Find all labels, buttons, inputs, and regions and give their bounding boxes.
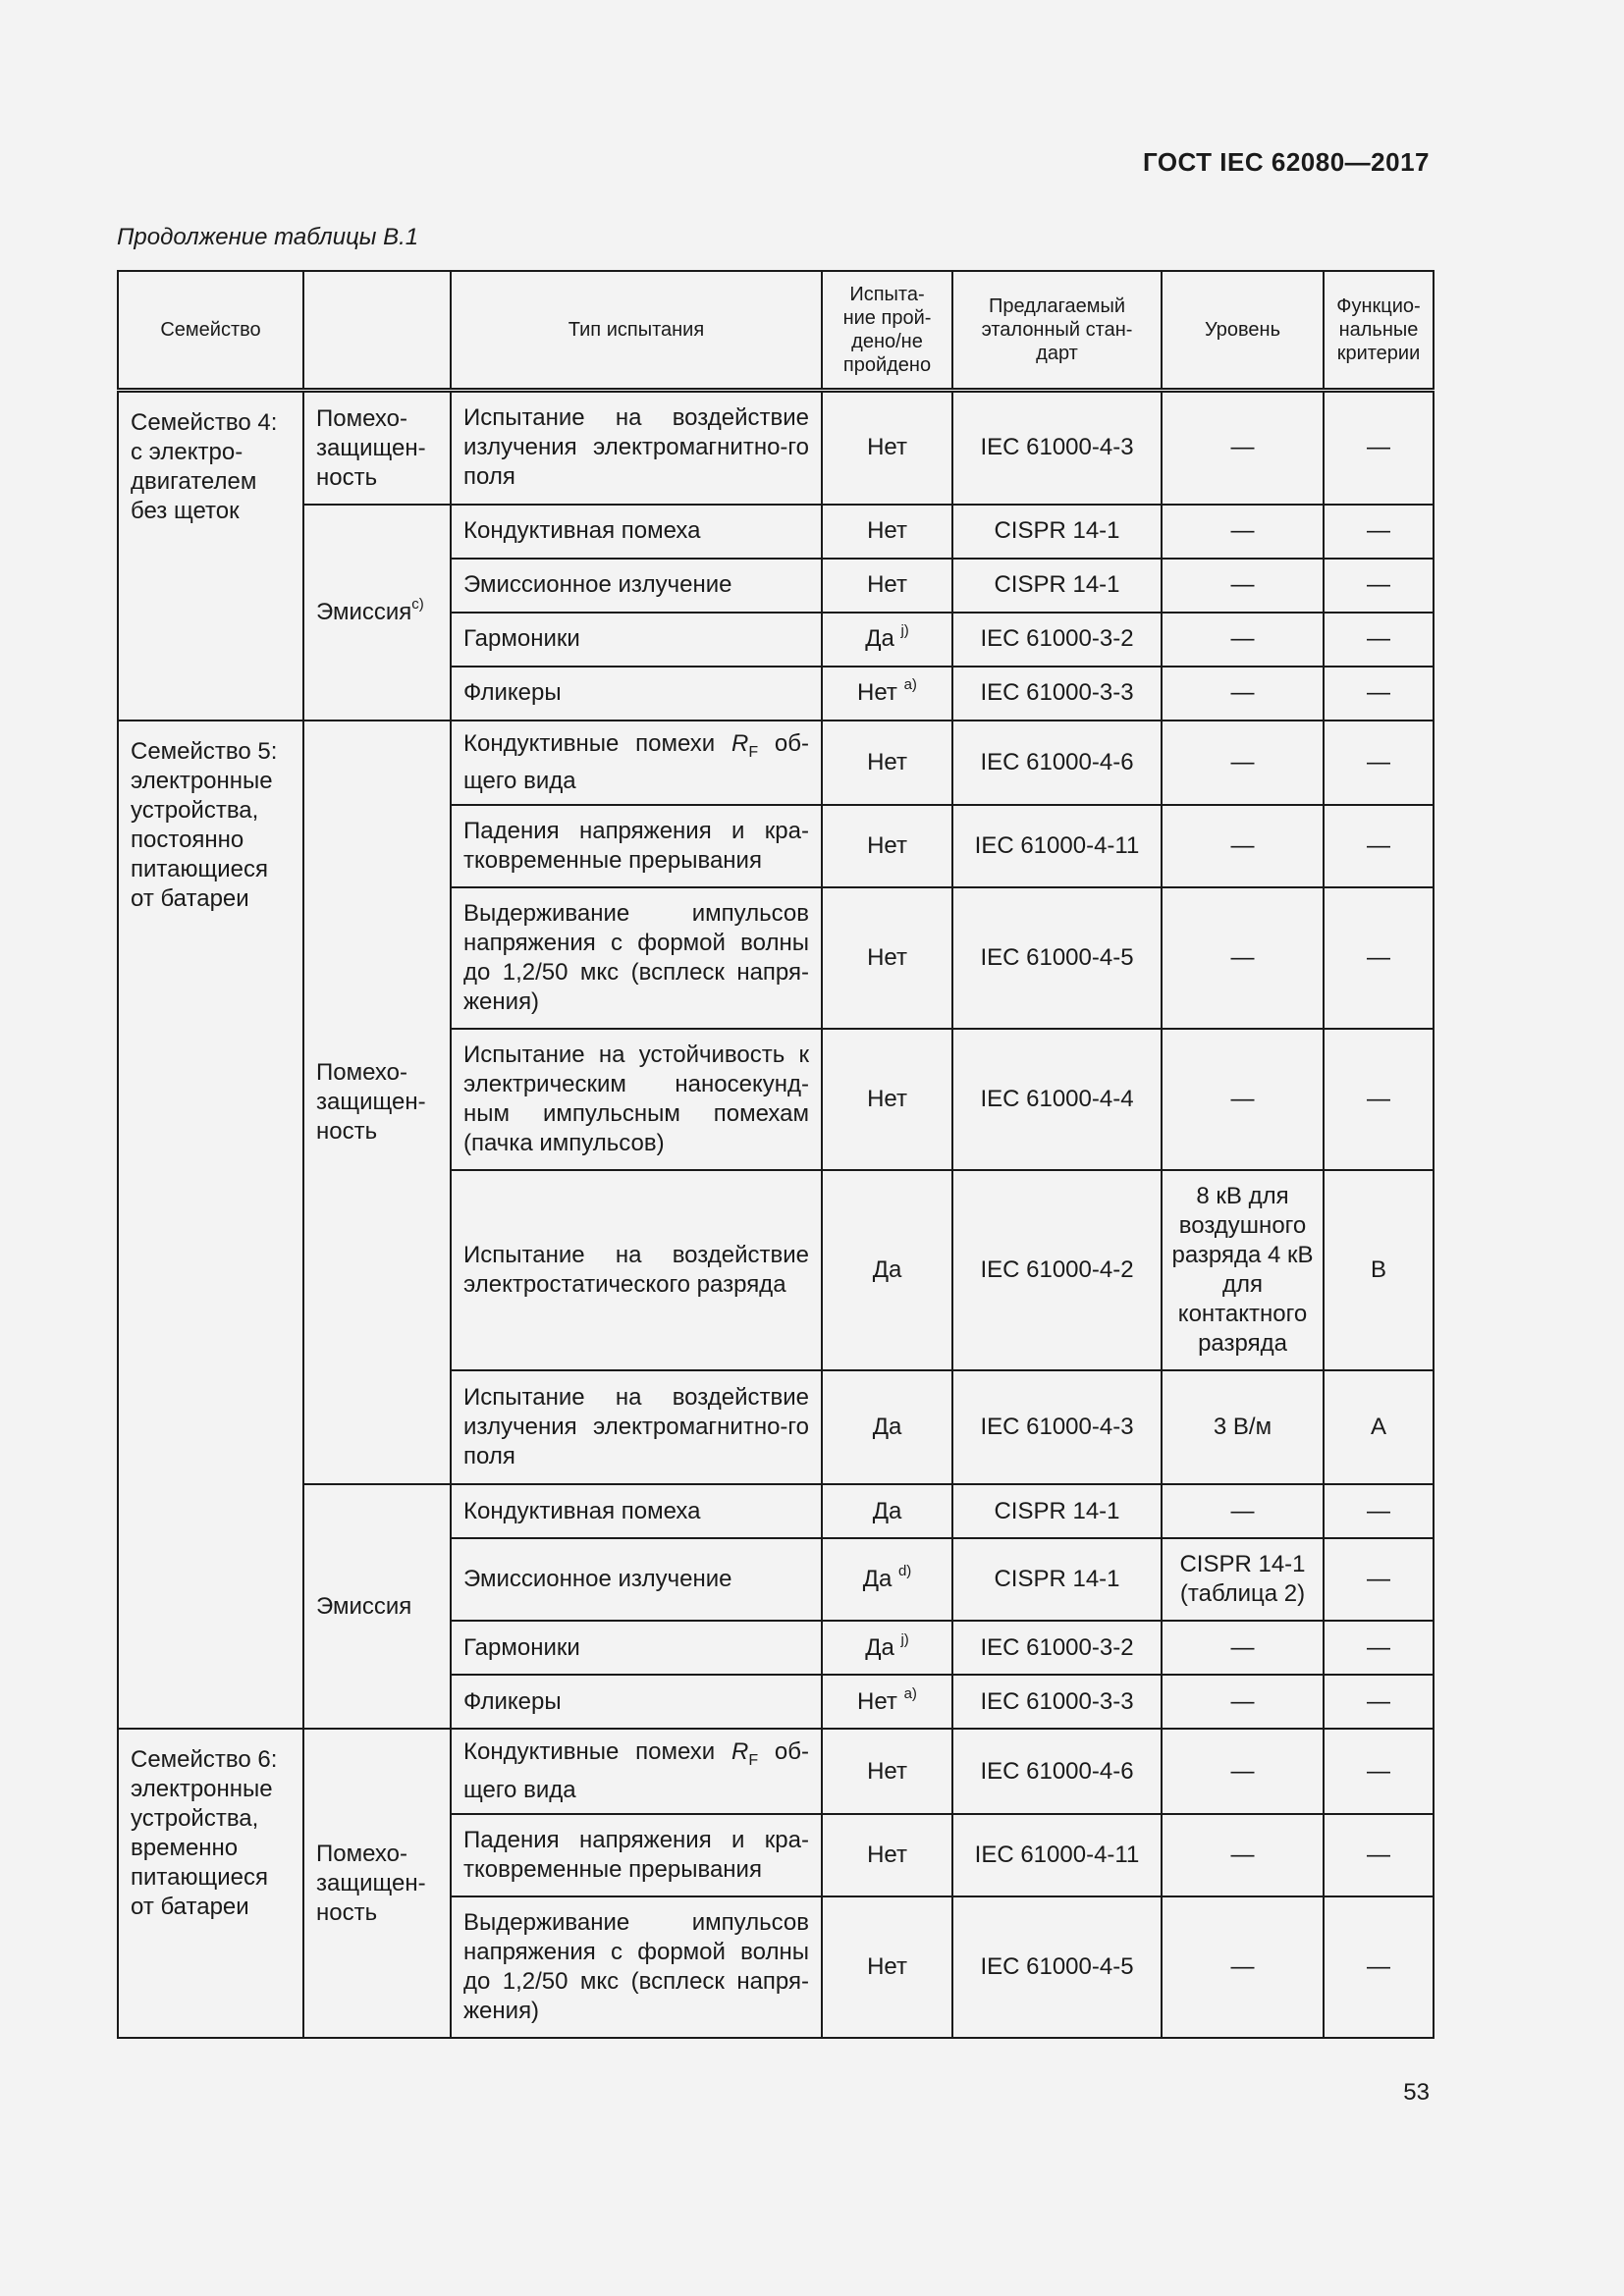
standard-cell: IEC 61000-4-11 bbox=[952, 1814, 1162, 1896]
criteria-cell: — bbox=[1324, 559, 1434, 613]
level-cell: — bbox=[1162, 505, 1324, 559]
test-type-cell: Испытание на воздействие электростатического разряда bbox=[451, 1170, 822, 1370]
level-cell: — bbox=[1162, 805, 1324, 887]
criteria-cell: — bbox=[1324, 887, 1434, 1029]
table-row bbox=[118, 1729, 1434, 1814]
level-cell: — bbox=[1162, 1729, 1324, 1814]
level-cell: 8 кВ для воздушного разряда 4 кВ для контактного разряда bbox=[1162, 1170, 1324, 1370]
col-header-level: Уровень bbox=[1162, 271, 1324, 391]
criteria-cell: — bbox=[1324, 505, 1434, 559]
test-type-cell: Испытание на устойчивость к электрическим наносекунд-ным импульсным помехам (пачка импульсов) bbox=[451, 1029, 822, 1170]
passed-value: Нет bbox=[867, 1842, 907, 1869]
passed-cell bbox=[822, 1729, 952, 1814]
family-cell: Семейство 4: с электро- двигателем без щеток bbox=[118, 391, 303, 721]
standard-cell: IEC 61000-4-6 bbox=[952, 1729, 1162, 1814]
passed-cell bbox=[822, 667, 952, 721]
group-cell bbox=[303, 391, 451, 505]
level-cell: — bbox=[1162, 1621, 1324, 1675]
group-cell bbox=[303, 1484, 451, 1729]
passed-footnote: a) bbox=[903, 676, 917, 693]
passed-cell bbox=[822, 391, 952, 505]
test-type-text: об-щего вида bbox=[463, 729, 809, 795]
rf-symbol bbox=[731, 1738, 759, 1770]
passed-value: Да bbox=[865, 1633, 894, 1661]
criteria-cell: — bbox=[1324, 613, 1434, 667]
table-row bbox=[118, 505, 1434, 559]
group-label: Помехо- защищен- ность bbox=[316, 1058, 426, 1145]
group-label: Помехо- защищен- ность bbox=[316, 1840, 426, 1926]
test-type-cell: Эмиссионное излучение bbox=[451, 1538, 822, 1621]
rf-symbol bbox=[731, 729, 759, 761]
standard-cell: IEC 61000-4-5 bbox=[952, 1896, 1162, 2038]
rf-subscript: F bbox=[748, 743, 759, 761]
document-id-header: ГОСТ IEC 62080—2017 bbox=[1142, 147, 1430, 177]
criteria-cell: B bbox=[1324, 1170, 1434, 1370]
passed-value: Да bbox=[862, 1566, 893, 1593]
test-type-text: Кондуктивные помехи bbox=[463, 729, 731, 757]
level-cell: — bbox=[1162, 559, 1324, 613]
table-continuation-label: Продолжение таблицы В.1 bbox=[117, 224, 419, 250]
page-number: 53 bbox=[1403, 2079, 1430, 2106]
criteria-cell: A bbox=[1324, 1370, 1434, 1484]
level-cell: CISPR 14-1 (таблица 2) bbox=[1162, 1538, 1324, 1621]
passed-cell bbox=[822, 1484, 952, 1538]
standard-cell: IEC 61000-3-3 bbox=[952, 667, 1162, 721]
group-cell bbox=[303, 1729, 451, 2038]
family-cell: Семейство 5: электронные устройства, постоянно питающиеся от батареи bbox=[118, 721, 303, 1730]
passed-cell bbox=[822, 721, 952, 806]
passed-value: Нет bbox=[867, 434, 907, 461]
level-cell: — bbox=[1162, 1484, 1324, 1538]
standard-cell: CISPR 14-1 bbox=[952, 505, 1162, 559]
passed-footnote: d) bbox=[897, 1563, 912, 1580]
standard-cell: IEC 61000-4-5 bbox=[952, 887, 1162, 1029]
passed-value: Да bbox=[872, 1256, 902, 1284]
passed-value: Нет bbox=[867, 944, 907, 972]
criteria-cell: — bbox=[1324, 805, 1434, 887]
passed-value: Да bbox=[865, 625, 894, 652]
passed-cell bbox=[822, 505, 952, 559]
standard-cell: IEC 61000-4-3 bbox=[952, 1370, 1162, 1484]
passed-cell bbox=[822, 1675, 952, 1729]
emc-test-table bbox=[117, 270, 1435, 2039]
standard-cell: IEC 61000-4-4 bbox=[952, 1029, 1162, 1170]
criteria-cell: — bbox=[1324, 1621, 1434, 1675]
test-type-cell: Кондуктивная помеха bbox=[451, 505, 822, 559]
criteria-cell: — bbox=[1324, 1675, 1434, 1729]
table-row bbox=[118, 721, 1434, 806]
rf-symbol-letter: R bbox=[731, 729, 749, 757]
level-cell: — bbox=[1162, 391, 1324, 505]
test-type-cell: Испытание на воздействие излучения электромагнитно-го поля bbox=[451, 1370, 822, 1484]
level-cell: — bbox=[1162, 667, 1324, 721]
test-type-cell bbox=[451, 1729, 822, 1814]
level-cell: — bbox=[1162, 1896, 1324, 2038]
standard-cell: IEC 61000-4-3 bbox=[952, 391, 1162, 505]
standard-cell: IEC 61000-3-2 bbox=[952, 613, 1162, 667]
test-type-cell: Эмиссионное излучение bbox=[451, 559, 822, 613]
group-label: Помехо- защищен- ность bbox=[316, 405, 426, 491]
test-type-cell: Фликеры bbox=[451, 1675, 822, 1729]
rf-subscript: F bbox=[748, 1752, 759, 1770]
col-header-criteria: Функцио- нальные критерии bbox=[1324, 271, 1434, 391]
passed-cell bbox=[822, 1370, 952, 1484]
standard-cell: IEC 61000-3-2 bbox=[952, 1621, 1162, 1675]
criteria-cell: — bbox=[1324, 667, 1434, 721]
passed-footnote: j) bbox=[900, 622, 909, 639]
standard-cell: IEC 61000-4-11 bbox=[952, 805, 1162, 887]
level-cell: — bbox=[1162, 721, 1324, 806]
passed-cell bbox=[822, 1029, 952, 1170]
passed-cell bbox=[822, 805, 952, 887]
table-header-row bbox=[118, 271, 1434, 391]
test-type-cell: Падения напряжения и кра-тковременные прерывания bbox=[451, 1814, 822, 1896]
rf-symbol-letter: R bbox=[731, 1738, 749, 1766]
standard-cell: CISPR 14-1 bbox=[952, 1484, 1162, 1538]
level-cell: — bbox=[1162, 1814, 1324, 1896]
passed-value: Нет bbox=[867, 571, 907, 598]
criteria-cell: — bbox=[1324, 1484, 1434, 1538]
passed-cell bbox=[822, 613, 952, 667]
passed-value: Нет bbox=[857, 679, 897, 706]
group-label: Эмиссия bbox=[316, 598, 412, 625]
family-cell: Семейство 6: электронные устройства, временно питающиеся от батареи bbox=[118, 1729, 303, 2038]
passed-cell bbox=[822, 1170, 952, 1370]
passed-cell bbox=[822, 887, 952, 1029]
standard-cell: CISPR 14-1 bbox=[952, 559, 1162, 613]
col-header-passed: Испыта- ние прой- дено/не пройдено bbox=[822, 271, 952, 391]
group-cell bbox=[303, 505, 451, 721]
standard-cell: IEC 61000-4-6 bbox=[952, 721, 1162, 806]
passed-value: Нет bbox=[867, 1086, 907, 1113]
standard-cell: IEC 61000-4-2 bbox=[952, 1170, 1162, 1370]
passed-cell bbox=[822, 1621, 952, 1675]
test-type-cell: Гармоники bbox=[451, 613, 822, 667]
test-type-cell: Выдерживание импульсов напряжения с формой волны до 1,2/50 мкс (всплеск напря-жения) bbox=[451, 887, 822, 1029]
passed-footnote: a) bbox=[903, 1684, 917, 1702]
col-header-group bbox=[303, 271, 451, 391]
criteria-cell: — bbox=[1324, 1729, 1434, 1814]
passed-footnote: j) bbox=[900, 1630, 909, 1648]
passed-cell bbox=[822, 1538, 952, 1621]
criteria-cell: — bbox=[1324, 1029, 1434, 1170]
passed-value: Нет bbox=[867, 748, 907, 775]
col-header-test-type: Тип испытания bbox=[451, 271, 822, 391]
passed-value: Нет bbox=[867, 1757, 907, 1785]
criteria-cell: — bbox=[1324, 1896, 1434, 2038]
passed-value: Да bbox=[872, 1414, 902, 1441]
level-cell: — bbox=[1162, 1029, 1324, 1170]
level-cell: — bbox=[1162, 1675, 1324, 1729]
standard-cell: IEC 61000-3-3 bbox=[952, 1675, 1162, 1729]
test-type-text: об-щего вида bbox=[463, 1738, 809, 1804]
passed-value: Нет bbox=[867, 832, 907, 860]
table-row bbox=[118, 1484, 1434, 1538]
level-cell: — bbox=[1162, 613, 1324, 667]
passed-cell bbox=[822, 559, 952, 613]
table-row bbox=[118, 391, 1434, 505]
test-type-cell: Выдерживание импульсов напряжения с формой волны до 1,2/50 мкс (всплеск напря-жения) bbox=[451, 1896, 822, 2038]
test-type-cell: Падения напряжения и кра-тковременные прерывания bbox=[451, 805, 822, 887]
standard-cell: CISPR 14-1 bbox=[952, 1538, 1162, 1621]
criteria-cell: — bbox=[1324, 1538, 1434, 1621]
passed-cell bbox=[822, 1896, 952, 2038]
criteria-cell: — bbox=[1324, 391, 1434, 505]
test-type-cell: Фликеры bbox=[451, 667, 822, 721]
level-cell: 3 В/м bbox=[1162, 1370, 1324, 1484]
criteria-cell: — bbox=[1324, 1814, 1434, 1896]
group-cell bbox=[303, 721, 451, 1485]
passed-value: Нет bbox=[867, 517, 907, 544]
passed-cell bbox=[822, 1814, 952, 1896]
col-header-standard: Предлагаемый эталонный стан- дарт bbox=[952, 271, 1162, 391]
passed-value: Да bbox=[872, 1497, 902, 1524]
level-cell: — bbox=[1162, 887, 1324, 1029]
passed-value: Нет bbox=[867, 1953, 907, 1981]
passed-value: Нет bbox=[857, 1687, 897, 1715]
group-label-footnote: c) bbox=[411, 595, 424, 613]
test-type-text: Кондуктивные помехи bbox=[463, 1738, 731, 1766]
group-label: Эмиссия bbox=[316, 1592, 412, 1620]
test-type-cell: Испытание на воздействие излучения электромагнитно-го поля bbox=[451, 391, 822, 505]
criteria-cell: — bbox=[1324, 721, 1434, 806]
col-header-family: Семейство bbox=[118, 271, 303, 391]
test-type-cell: Кондуктивная помеха bbox=[451, 1484, 822, 1538]
test-type-cell: Гармоники bbox=[451, 1621, 822, 1675]
test-type-cell bbox=[451, 721, 822, 806]
